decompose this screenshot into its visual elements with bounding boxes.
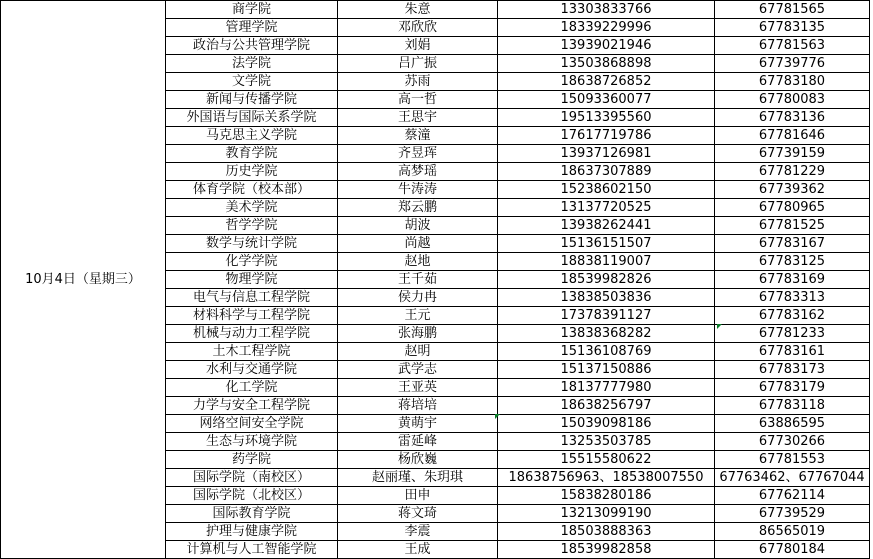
table-row [1,1,870,19]
college-cell[interactable]: 历史学院 [166,163,338,181]
name-cell[interactable]: 吕广振 [338,55,498,73]
college-cell[interactable]: 力学与安全工程学院 [166,397,338,415]
phone-cell[interactable]: 67781563 [715,37,870,55]
mobile-cell[interactable]: 18638256797 [498,397,715,415]
phone-cell[interactable]: 67783167 [715,235,870,253]
phone-cell[interactable]: 67780184 [715,541,870,559]
name-cell[interactable]: 王思宇 [338,109,498,127]
name-cell[interactable]: 蔡潼 [338,127,498,145]
phone-cell[interactable]: 67739362 [715,181,870,199]
name-cell[interactable]: 蒋文琦 [338,505,498,523]
name-cell[interactable]: 赵明 [338,343,498,361]
mobile-cell[interactable]: 13938262441 [498,217,715,235]
phone-cell[interactable]: 86565019 [715,523,870,541]
mobile-cell[interactable]: 18539982858 [498,541,715,559]
name-cell[interactable]: 李震 [338,523,498,541]
college-cell[interactable]: 护理与健康学院 [166,523,338,541]
phone-cell[interactable]: 67783135 [715,19,870,37]
phone-cell[interactable]: 67739776 [715,55,870,73]
college-cell[interactable]: 国际学院（北校区） [166,487,338,505]
mobile-cell[interactable]: 13937126981 [498,145,715,163]
name-cell[interactable]: 邓欣欣 [338,19,498,37]
mobile-cell[interactable]: 15838280186 [498,487,715,505]
comment-marker [495,414,500,419]
name-cell[interactable]: 蒋培培 [338,397,498,415]
phone-cell[interactable]: 67783162 [715,307,870,325]
mobile-cell[interactable]: 17378391127 [498,307,715,325]
college-cell[interactable]: 计算机与人工智能学院 [166,541,338,559]
mobile-cell[interactable]: 15137150886 [498,361,715,379]
mobile-cell[interactable]: 18339229996 [498,19,715,37]
college-cell[interactable]: 数学与统计学院 [166,235,338,253]
college-cell[interactable]: 体育学院（校本部） [166,181,338,199]
name-cell[interactable]: 尚越 [338,235,498,253]
name-cell[interactable]: 赵丽瑾、朱玥琪 [338,469,498,487]
name-cell[interactable]: 苏雨 [338,73,498,91]
name-cell[interactable]: 齐昱珲 [338,145,498,163]
mobile-cell[interactable]: 13303833766 [498,1,715,19]
phone-cell[interactable]: 67781646 [715,127,870,145]
mobile-cell[interactable]: 18503888363 [498,523,715,541]
name-cell[interactable]: 杨欣巍 [338,451,498,469]
college-cell[interactable]: 美术学院 [166,199,338,217]
mobile-cell[interactable]: 15093360077 [498,91,715,109]
college-cell[interactable]: 电气与信息工程学院 [166,289,338,307]
date-cell[interactable]: 10月4日（星期三） [1,1,166,559]
name-cell[interactable]: 张海鹏 [338,325,498,343]
college-cell[interactable]: 文学院 [166,73,338,91]
mobile-cell[interactable]: 18137777980 [498,379,715,397]
phone-cell[interactable]: 67781229 [715,163,870,181]
college-cell[interactable]: 国际教育学院 [166,505,338,523]
mobile-cell[interactable]: 13503868898 [498,55,715,73]
name-cell[interactable]: 王千茹 [338,271,498,289]
college-cell[interactable]: 哲学学院 [166,217,338,235]
phone-cell[interactable]: 67781525 [715,217,870,235]
college-cell[interactable]: 政治与公共管理学院 [166,37,338,55]
phone-cell[interactable]: 67783173 [715,361,870,379]
mobile-cell[interactable]: 13213099190 [498,505,715,523]
phone-cell[interactable]: 67783169 [715,271,870,289]
name-cell[interactable]: 胡波 [338,217,498,235]
mobile-cell[interactable]: 18838119007 [498,253,715,271]
mobile-cell[interactable]: 15515580622 [498,451,715,469]
mobile-cell[interactable]: 13137720525 [498,199,715,217]
phone-cell[interactable]: 67783136 [715,109,870,127]
college-cell[interactable]: 国际学院（南校区） [166,469,338,487]
college-cell[interactable]: 网络空间安全学院 [166,415,338,433]
name-cell[interactable]: 王元 [338,307,498,325]
name-cell[interactable]: 刘娟 [338,37,498,55]
comment-marker [717,324,722,329]
name-cell[interactable]: 赵地 [338,253,498,271]
mobile-cell[interactable]: 18637307889 [498,163,715,181]
college-cell[interactable]: 化学学院 [166,253,338,271]
mobile-cell[interactable]: 18638756963、18538007550 [498,469,715,487]
college-cell[interactable]: 马克思主义学院 [166,127,338,145]
college-cell[interactable]: 新闻与传播学院 [166,91,338,109]
mobile-cell[interactable]: 15136108769 [498,343,715,361]
phone-cell[interactable]: 67783313 [715,289,870,307]
college-cell[interactable]: 水利与交通学院 [166,361,338,379]
college-cell[interactable]: 管理学院 [166,19,338,37]
name-cell[interactable]: 雷延峰 [338,433,498,451]
mobile-cell[interactable]: 19513395560 [498,109,715,127]
phone-cell[interactable]: 67781565 [715,1,870,19]
college-cell[interactable]: 土木工程学院 [166,343,338,361]
name-cell[interactable]: 郑云鹏 [338,199,498,217]
name-cell[interactable]: 高一哲 [338,91,498,109]
phone-cell[interactable]: 67781553 [715,451,870,469]
mobile-cell[interactable]: 15238602150 [498,181,715,199]
phone-cell[interactable]: 67730266 [715,433,870,451]
phone-cell[interactable]: 67783161 [715,343,870,361]
mobile-cell[interactable]: 18638726852 [498,73,715,91]
college-cell[interactable]: 生态与环境学院 [166,433,338,451]
college-cell[interactable]: 外国语与国际关系学院 [166,109,338,127]
phone-cell[interactable]: 67762114 [715,487,870,505]
name-cell[interactable]: 王亚英 [338,379,498,397]
name-cell[interactable]: 朱意 [338,1,498,19]
college-cell[interactable]: 物理学院 [166,271,338,289]
name-cell[interactable]: 王成 [338,541,498,559]
phone-cell[interactable]: 67783125 [715,253,870,271]
college-cell[interactable]: 商学院 [166,1,338,19]
table-body [1,1,870,559]
mobile-cell[interactable]: 13838503836 [498,289,715,307]
mobile-cell[interactable]: 13253503785 [498,433,715,451]
phone-cell[interactable]: 67780083 [715,91,870,109]
mobile-cell[interactable]: 15136151507 [498,235,715,253]
phone-cell[interactable]: 67781233 [715,325,870,343]
phone-cell[interactable]: 67739529 [715,505,870,523]
college-cell[interactable]: 法学院 [166,55,338,73]
name-cell[interactable]: 侯力冉 [338,289,498,307]
mobile-cell[interactable]: 17617719786 [498,127,715,145]
name-cell[interactable]: 高梦瑶 [338,163,498,181]
college-cell[interactable]: 教育学院 [166,145,338,163]
mobile-cell[interactable]: 18539982826 [498,271,715,289]
phone-cell[interactable]: 67780965 [715,199,870,217]
name-cell[interactable]: 田申 [338,487,498,505]
phone-cell[interactable]: 67783179 [715,379,870,397]
phone-cell[interactable]: 67763462、67767044 [715,469,870,487]
name-cell[interactable]: 武学志 [338,361,498,379]
phone-cell[interactable]: 67783180 [715,73,870,91]
college-cell[interactable]: 材料科学与工程学院 [166,307,338,325]
phone-cell[interactable]: 67783118 [715,397,870,415]
college-cell[interactable]: 化工学院 [166,379,338,397]
phone-cell[interactable]: 67739159 [715,145,870,163]
name-cell[interactable]: 牛涛涛 [338,181,498,199]
phone-cell[interactable]: 63886595 [715,415,870,433]
mobile-cell[interactable]: 13939021946 [498,37,715,55]
mobile-cell[interactable]: 15039098186 [498,415,715,433]
mobile-cell[interactable]: 13838368282 [498,325,715,343]
college-cell[interactable]: 药学院 [166,451,338,469]
name-cell[interactable]: 黄萌宇 [338,415,498,433]
college-cell[interactable]: 机械与动力工程学院 [166,325,338,343]
